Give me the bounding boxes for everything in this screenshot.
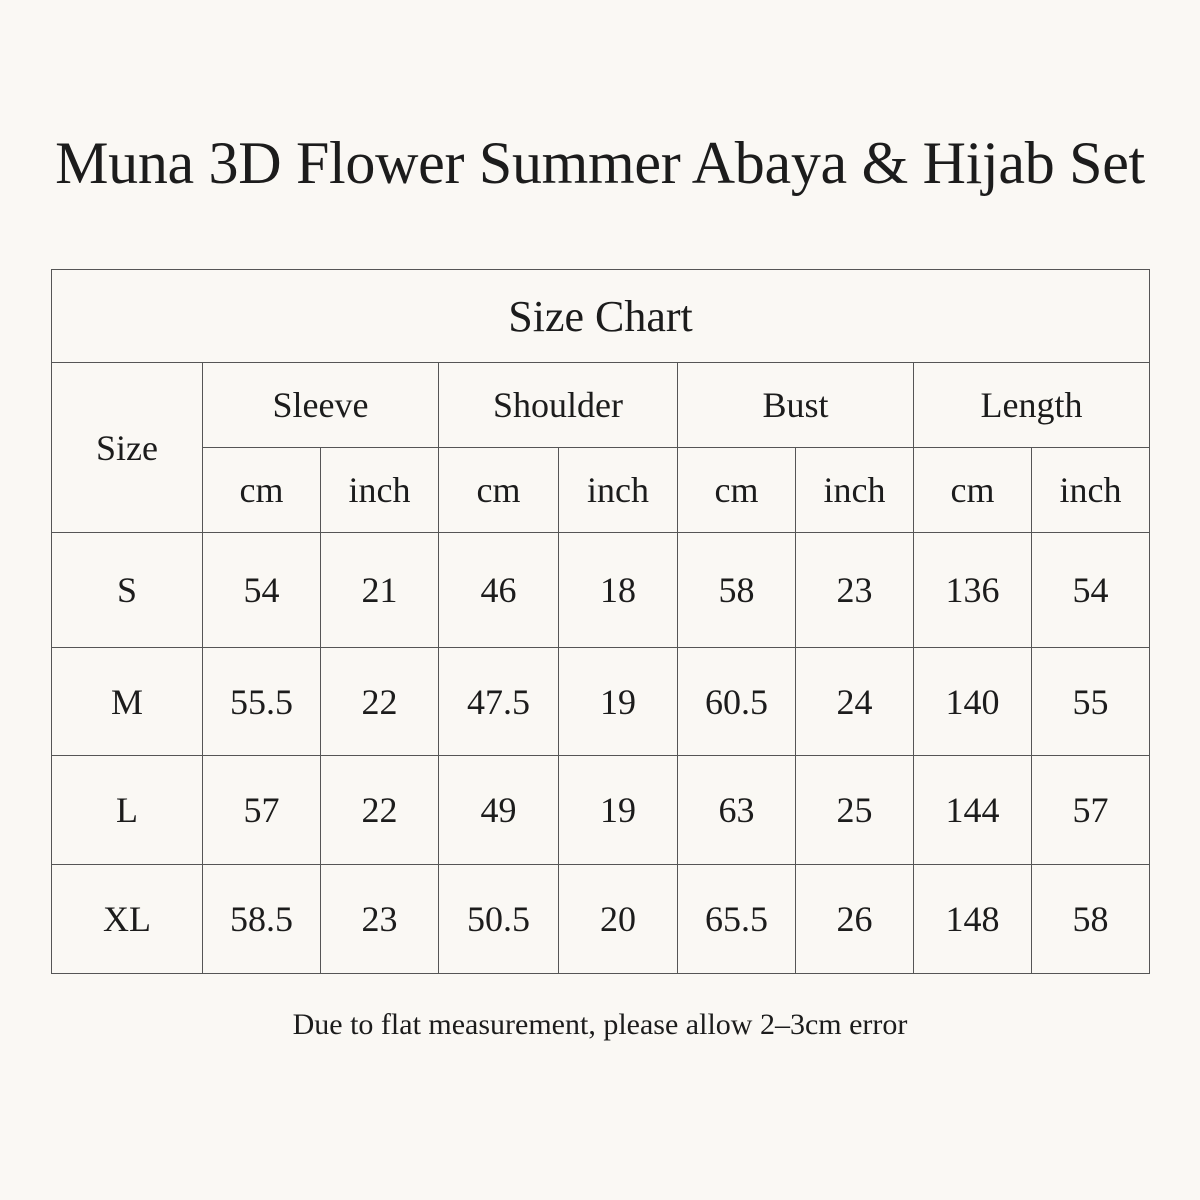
table-cell: 54 [1032, 533, 1150, 648]
unit-header-inch: inch [559, 448, 678, 533]
size-cell: XL [52, 865, 203, 974]
table-cell: 140 [914, 648, 1032, 756]
table-cell: 20 [559, 865, 678, 974]
table-cell: 23 [796, 533, 914, 648]
table-cell: 18 [559, 533, 678, 648]
size-cell: L [52, 756, 203, 865]
group-header-length: Length [914, 363, 1150, 448]
table-cell: 148 [914, 865, 1032, 974]
unit-header-inch: inch [321, 448, 439, 533]
table-cell: 63 [678, 756, 796, 865]
table-cell: 22 [321, 648, 439, 756]
table-cell: 47.5 [439, 648, 559, 756]
unit-header-cm: cm [914, 448, 1032, 533]
table-cell: 60.5 [678, 648, 796, 756]
group-header-bust: Bust [678, 363, 914, 448]
table-cell: 49 [439, 756, 559, 865]
size-cell: S [52, 533, 203, 648]
unit-header-inch: inch [1032, 448, 1150, 533]
table-cell: 55 [1032, 648, 1150, 756]
table-row [52, 533, 1150, 648]
size-column-header: Size [52, 363, 203, 533]
group-header-shoulder: Shoulder [439, 363, 678, 448]
table-row [52, 648, 1150, 756]
table-cell: 19 [559, 756, 678, 865]
table-cell: 54 [203, 533, 321, 648]
table-cell: 46 [439, 533, 559, 648]
table-cell: 22 [321, 756, 439, 865]
table-cell: 65.5 [678, 865, 796, 974]
table-cell: 55.5 [203, 648, 321, 756]
table-cell: 24 [796, 648, 914, 756]
table-cell: 136 [914, 533, 1032, 648]
table-cell: 58.5 [203, 865, 321, 974]
table-cell: 144 [914, 756, 1032, 865]
table-cell: 57 [203, 756, 321, 865]
table-row [52, 756, 1150, 865]
unit-header-cm: cm [678, 448, 796, 533]
size-chart-table [51, 269, 1150, 974]
unit-header-inch: inch [796, 448, 914, 533]
table-cell: 57 [1032, 756, 1150, 865]
unit-header-cm: cm [203, 448, 321, 533]
size-chart-caption: Size Chart [52, 270, 1150, 363]
table-cell: 19 [559, 648, 678, 756]
table-cell: 23 [321, 865, 439, 974]
group-header-sleeve: Sleeve [203, 363, 439, 448]
unit-header-cm: cm [439, 448, 559, 533]
size-cell: M [52, 648, 203, 756]
table-cell: 58 [678, 533, 796, 648]
table-cell: 58 [1032, 865, 1150, 974]
page-title: Muna 3D Flower Summer Abaya & Hijab Set [55, 130, 1145, 196]
table-row [52, 865, 1150, 974]
table-cell: 25 [796, 756, 914, 865]
table-cell: 50.5 [439, 865, 559, 974]
table-cell: 26 [796, 865, 914, 974]
measurement-note: Due to flat measurement, please allow 2–3cm error [292, 1008, 908, 1041]
table-cell: 21 [321, 533, 439, 648]
